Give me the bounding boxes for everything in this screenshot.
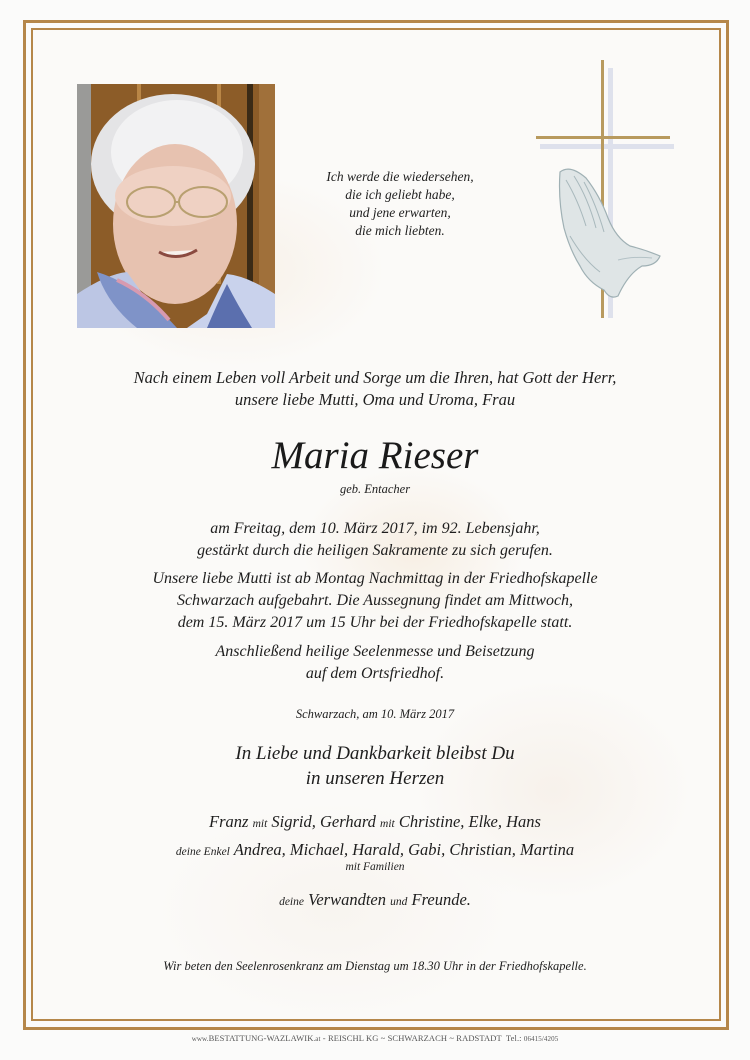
- mass-line-1: Anschließend heilige Seelenmesse und Beisetzung: [215, 643, 535, 660]
- deceased-name: Maria Rieser: [271, 434, 479, 477]
- footer-tld: .at: [313, 1035, 321, 1043]
- funeral-home-footer: [0, 1033, 750, 1043]
- intro-text: [60, 367, 690, 411]
- friends-label: Freunde.: [411, 890, 471, 909]
- wake-line-3: dem 15. März 2017 um 15 Uhr bei der Friedhofskapelle statt.: [177, 614, 573, 631]
- quote-line: Ich werde die wiedersehen,: [326, 169, 474, 184]
- relatives-connector: und: [390, 896, 408, 908]
- memorial-quote: [300, 168, 500, 240]
- footer-company: - REISCHL KG ~ SCHWARZACH ~ RADSTADT Tel.:: [320, 1033, 524, 1043]
- quote-line: die ich geliebt habe,: [345, 187, 455, 202]
- grandchildren-prefix: deine Enkel: [175, 846, 230, 858]
- grandchildren-names: Andrea, Michael, Harald, Gabi, Christian, Martina: [233, 840, 575, 859]
- quote-line: die mich liebten.: [355, 223, 445, 238]
- rosary-notice: Wir beten den Seelenrosenkranz am Dienstag um 18.30 Uhr in der Friedhofskapelle.: [163, 959, 587, 973]
- footer-www: www.: [191, 1035, 209, 1043]
- mourner-name: Christine, Elke, Hans: [398, 812, 541, 831]
- relatives-prefix: deine: [279, 896, 304, 908]
- wake-line-1: Unsere liebe Mutti ist ab Montag Nachmittag in der Friedhofskapelle: [152, 570, 598, 587]
- intro-line-2: unsere liebe Mutti, Oma und Uroma, Frau: [234, 390, 516, 409]
- mourners-children: [60, 811, 690, 835]
- wake-details: [60, 568, 690, 634]
- quote-line: und jene erwarten,: [349, 205, 451, 220]
- footer-brand: BESTATTUNG-WAZLAWIK: [208, 1033, 314, 1043]
- death-line-1: am Freitag, dem 10. März 2017, im 92. Lebensjahr,: [210, 520, 540, 537]
- maiden-name: geb. Entacher: [339, 482, 411, 496]
- death-line-2: gestärkt durch die heiligen Sakramente zu sich gerufen.: [197, 542, 553, 559]
- mass-burial-details: [60, 641, 690, 685]
- mourner-connector: mit: [380, 818, 395, 830]
- wake-line-2: Schwarzach aufgebahrt. Die Aussegnung findet am Mittwoch,: [176, 592, 574, 609]
- mourners-relatives: [60, 889, 690, 913]
- love-line-2: in unseren Herzen: [305, 768, 445, 789]
- mourner-name: Sigrid, Gerhard: [271, 812, 376, 831]
- mourners-grandchildren: [60, 840, 690, 862]
- place-and-date: Schwarzach, am 10. März 2017: [295, 707, 455, 721]
- mourner-connector: mit: [252, 818, 268, 830]
- portrait-image-icon: [77, 84, 275, 328]
- portrait-photo: [77, 84, 275, 328]
- footer-phone: 06415/4205: [523, 1035, 559, 1043]
- cross-and-hands-ornament: [530, 60, 680, 322]
- mass-line-2: auf dem Ortsfriedhof.: [305, 665, 445, 682]
- relatives-label: Verwandten: [308, 890, 387, 909]
- grandchildren-suffix: mit Familien: [345, 861, 405, 873]
- death-announcement: [60, 518, 690, 562]
- love-line-1: In Liebe und Dankbarkeit bleibst Du: [235, 743, 515, 764]
- love-dedication: [60, 741, 690, 791]
- mourner-name: Franz: [209, 812, 249, 831]
- intro-line-1: Nach einem Leben voll Arbeit und Sorge um die Ihren, hat Gott der Herr,: [133, 368, 617, 387]
